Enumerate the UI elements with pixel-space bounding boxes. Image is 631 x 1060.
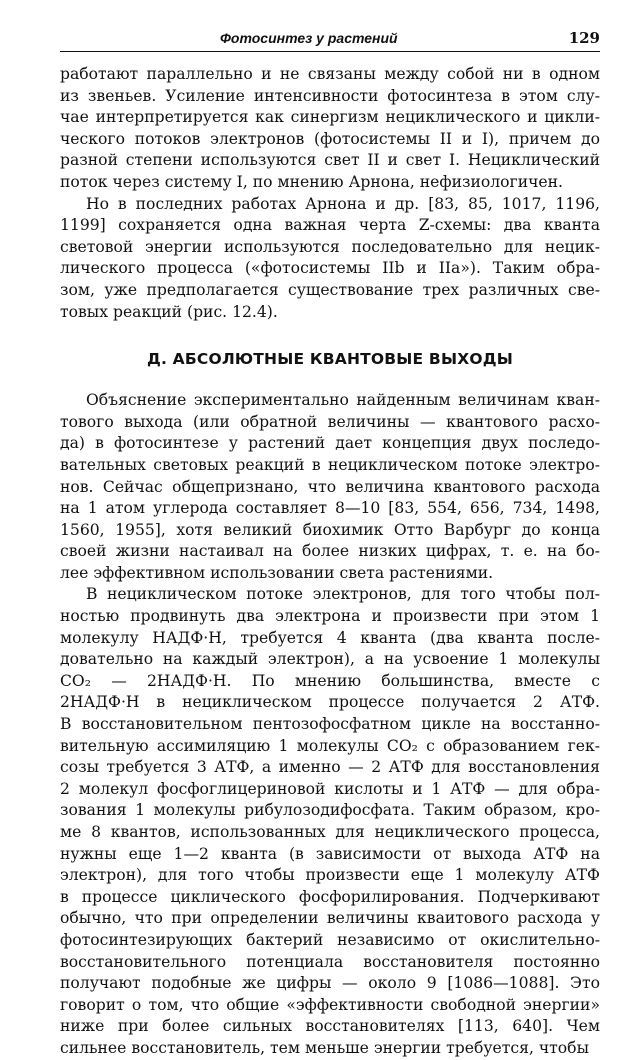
text-line: говорит о том, что общие «эффективности свободной энергии» <box>60 995 600 1014</box>
page-number: 129 <box>568 29 600 47</box>
text-line: разной степени используются свет II и свет I. Нециклический <box>60 151 600 170</box>
text-line: да) в фотосинтезе у растений дает концепция двух последо- <box>60 434 600 453</box>
text-line: на 1 атом углерода составляет 8—10 [83, 554, 656, 734, 1498, <box>60 499 600 518</box>
text-line: товых реакций (рис. 12.4). <box>60 302 278 321</box>
text-line: созы требуется 3 АТФ, а именно — 2 АТФ для восстановления <box>60 758 600 777</box>
text-line: 1199] сохраняется одна важная черта Z-схемы: два кванта <box>60 216 600 235</box>
text-line: работают параллельно и не связаны между собой ни в одном <box>60 65 600 83</box>
text-line: электрон), для того чтобы произвести еще 1 молекулу АТФ <box>60 866 600 885</box>
text-line: поток через систему I, по мнению Арнона, нефизиологичен. <box>60 172 563 191</box>
text-line: нужны еще 1—2 кванта (в зависимости от выхода АТФ на <box>60 844 600 863</box>
text-line: фотосинтезирующих бактерий независимо от окислительно- <box>60 930 600 949</box>
text-line: ческого потоков электронов (фотосистемы II и I), причем до <box>60 129 600 148</box>
page-header <box>60 29 600 52</box>
text-line: зом, уже предполагается существование трех различных све- <box>60 280 600 299</box>
text-line: получают подобные же цифры — около 9 [1086—1088]. Это <box>60 974 600 993</box>
text-line: молекулу НАДФ·Н, требуется 4 кванта (два кванта после- <box>60 628 600 647</box>
paragraph <box>60 194 600 324</box>
text-line: довательно на каждый электрон), а на усвоение 1 молекулы <box>60 650 600 669</box>
text-line: сильнее восстановитель, тем меньше энергии требуется, чтобы <box>60 1038 589 1057</box>
intro-paragraphs <box>60 64 600 323</box>
text-line: зования 1 молекулы рибулозодифосфата. Таким образом, кро- <box>60 801 600 820</box>
paragraph <box>60 584 600 1059</box>
text-line: ме 8 квантов, использованных для нециклического процесса, <box>60 823 600 841</box>
page-body <box>60 64 600 1060</box>
text-line: чае интерпретируется как синергизм нециклического и цикли- <box>60 108 600 127</box>
text-line: нов. Сейчас общепризнано, что величина квантового расхода <box>60 477 600 496</box>
paragraph <box>60 390 600 584</box>
text-line: вительную ассимиляцию 1 молекулы CO₂ с образованием гек- <box>60 736 600 755</box>
text-line: световой энергии используются последовательно для нецик- <box>60 237 600 256</box>
text-line: 2НАДФ·Н в нециклическом процессе получается 2 АТФ. <box>60 693 600 712</box>
text-line: 1560, 1955], хотя великий биохимик Отто Варбург до конца <box>60 520 600 539</box>
text-line: тового выхода (или обратной величины — квантового расхо- <box>60 412 600 431</box>
section-paragraphs <box>60 390 600 1059</box>
paragraph <box>60 64 600 194</box>
text-line: лического процесса («фотосистемы IIb и IIa»). Таким обра- <box>60 259 600 278</box>
text-line: своей жизни настаивал на более низких цифрах, т. е. на бо- <box>60 542 600 561</box>
text-line: 2 молекул фосфоглицериновой кислоты и 1 АТФ — для обра- <box>60 779 600 798</box>
text-line: В нециклическом потоке электронов, для того чтобы пол- <box>86 585 600 604</box>
text-line: вательных световых реакций в нециклическом потоке электро- <box>60 455 600 474</box>
section-heading: Д. АБСОЛЮТНЫЕ КВАНТОВЫЕ ВЫХОДЫ <box>146 350 514 369</box>
running-title: Фотосинтез у растений <box>220 30 398 46</box>
text-line: Но в последних работах Арнона и др. [83, 85, 1017, 1196, <box>86 194 600 213</box>
text-line: из звеньев. Усиление интенсивности фотосинтеза в этом слу- <box>60 86 600 105</box>
text-line: В восстановительном пентозофосфатном цикле на восстанно- <box>60 715 600 734</box>
text-line: восстановительного потенциала восстановителя постоянно <box>60 952 600 971</box>
text-line: в процессе циклического фосфорилирования. Подчеркивают <box>60 887 600 906</box>
text-line: лее эффективном использовании света растениями. <box>60 563 494 582</box>
text-line: CO₂ — 2НАДФ·Н. По мнению большинства, вместе с <box>60 671 600 690</box>
text-line: обычно, что при определении величины кваитового расхода у <box>60 909 600 928</box>
text-line: ниже при более сильных восстановителях [113, 640]. Чем <box>60 1017 600 1036</box>
text-line: ностью продвинуть два электрона и произвести при этом 1 <box>60 607 600 626</box>
text-line: Объяснение экспериментально найденным величинам кван- <box>86 391 600 410</box>
